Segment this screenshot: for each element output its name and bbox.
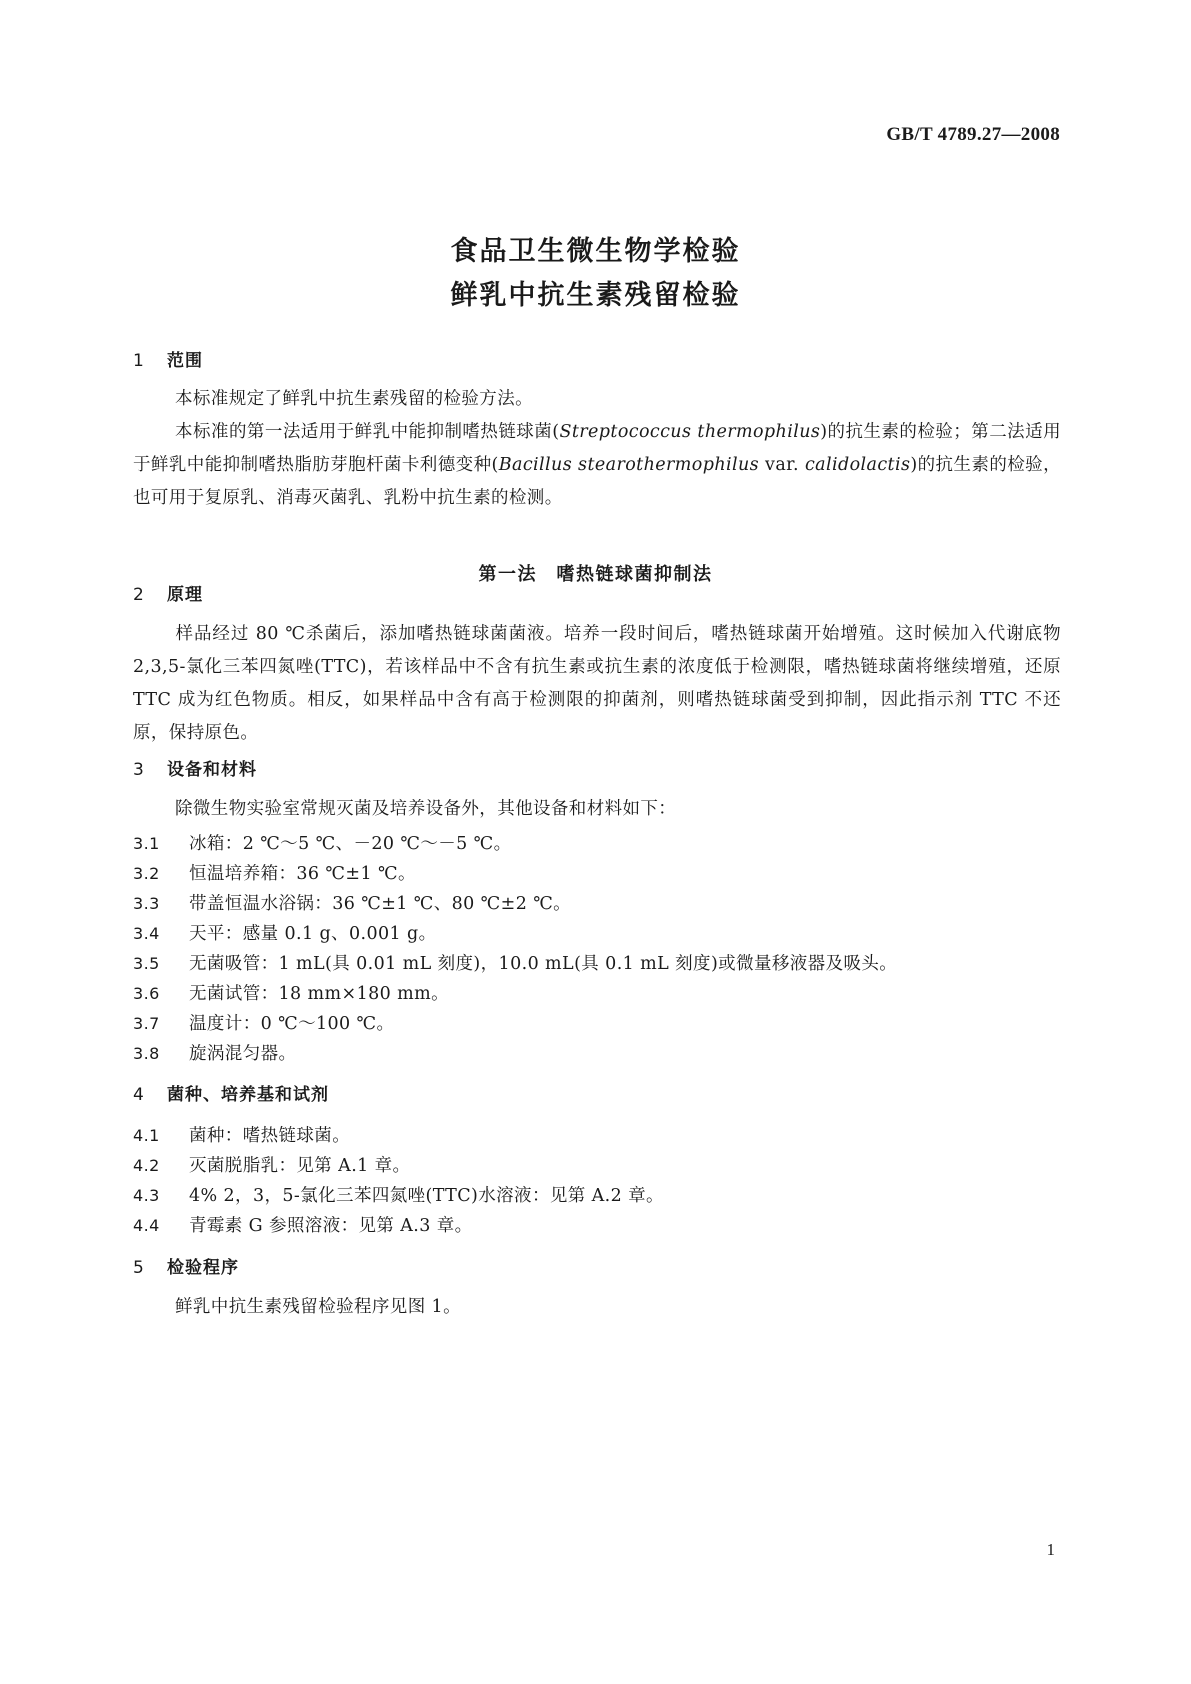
section-3-heading — [133, 755, 257, 780]
scope-text-2a: 本标准的第一法适用于鲜乳中能抑制嗜热链球菌( — [175, 422, 560, 442]
item-number: 3.5 — [133, 954, 160, 973]
item-number: 3.7 — [133, 1014, 160, 1033]
list-item — [133, 1122, 350, 1147]
section-4-heading — [133, 1080, 329, 1105]
item-number: 3.2 — [133, 864, 160, 883]
list-item — [133, 1182, 664, 1207]
item-text: 旋涡混匀器。 — [189, 1044, 297, 1064]
page-number: 1 — [1046, 1540, 1055, 1559]
equipment-intro — [133, 793, 1061, 826]
section-title: 原理 — [167, 585, 203, 605]
scope-paragraph-2 — [133, 416, 1061, 515]
item-text: 4% 2，3，5-氯化三苯四氮唑(TTC)水溶液：见第 A.2 章。 — [189, 1186, 664, 1206]
principle-paragraph — [133, 618, 1061, 750]
document-title-line1: 食品卫生微生物学检验 — [450, 236, 741, 267]
item-number: 3.8 — [133, 1044, 160, 1063]
list-item — [133, 1152, 410, 1177]
item-number: 3.3 — [133, 894, 160, 913]
item-text: 带盖恒温水浴锅：36 ℃±1 ℃、80 ℃±2 ℃。 — [189, 894, 572, 914]
section-1-heading — [133, 346, 203, 371]
list-item — [133, 1212, 473, 1237]
list-item — [133, 860, 416, 885]
item-number: 3.4 — [133, 924, 160, 943]
item-text: 恒温培养箱：36 ℃±1 ℃。 — [189, 864, 416, 884]
item-text: 青霉素 G 参照溶液：见第 A.3 章。 — [189, 1216, 473, 1236]
document-title-line2: 鲜乳中抗生素残留检验 — [450, 280, 741, 311]
procedure-text: 鲜乳中抗生素残留检验程序见图 1。 — [175, 1297, 461, 1317]
scope-text-2d: )的抗生素的检验，也可用于复原乳、消毒灭菌乳、乳粉中抗生素的检测。 — [133, 455, 1061, 508]
section-number: 1 — [133, 351, 145, 371]
item-number: 4.1 — [133, 1126, 160, 1145]
list-item — [133, 890, 571, 915]
scope-text-2b: )的抗生素的检验；第二法适用于鲜乳中能抑制嗜热脂肪芽胞杆菌卡利德变种( — [133, 422, 1061, 475]
item-number: 4.3 — [133, 1186, 160, 1205]
scope-paragraph-1 — [133, 383, 1061, 416]
scientific-name-3: calidolactis — [804, 455, 911, 475]
item-text: 灭菌脱脂乳：见第 A.1 章。 — [189, 1156, 411, 1176]
section-2-heading — [133, 580, 203, 605]
item-number: 4.2 — [133, 1156, 160, 1175]
item-text: 菌种：嗜热链球菌。 — [189, 1126, 351, 1146]
procedure-paragraph — [133, 1291, 1061, 1324]
item-number: 4.4 — [133, 1216, 160, 1235]
item-text: 温度计：0 ℃～100 ℃。 — [189, 1014, 395, 1034]
section-number: 2 — [133, 585, 145, 605]
section-title: 检验程序 — [167, 1258, 239, 1278]
standard-code: GB/T 4789.27—2008 — [886, 124, 1060, 145]
item-text: 无菌试管：18 mm×180 mm。 — [189, 984, 450, 1004]
equipment-intro-text: 除微生物实验室常规灭菌及培养设备外，其他设备和材料如下： — [175, 799, 677, 819]
scientific-name-1: Streptococcus thermophilus — [559, 422, 821, 442]
section-5-heading — [133, 1253, 239, 1278]
item-text: 冰箱：2 ℃～5 ℃、－20 ℃～－5 ℃。 — [189, 834, 512, 854]
list-item — [133, 1040, 296, 1065]
item-number: 3.6 — [133, 984, 160, 1003]
list-item — [133, 980, 449, 1005]
list-item — [133, 830, 512, 855]
list-item — [133, 920, 437, 945]
method-1-title: 第一法 嗜热链球菌抑制法 — [478, 564, 713, 585]
section-title: 范围 — [167, 351, 203, 371]
item-text: 天平：感量 0.1 g、0.001 g。 — [189, 924, 437, 944]
list-item — [133, 1010, 394, 1035]
section-title: 设备和材料 — [167, 760, 257, 780]
section-number: 3 — [133, 760, 145, 780]
section-title: 菌种、培养基和试剂 — [167, 1085, 329, 1105]
principle-text: 样品经过 80 ℃杀菌后，添加嗜热链球菌菌液。培养一段时间后，嗜热链球菌开始增殖。这时候加入代谢底物 2,3,5-氯化三苯四氮唑(TTC)，若该样品中不含有抗生素或抗生素的浓度低于检测限，嗜热链球菌将继续增殖，还原 TTC 成为红色物质。相反，如果样品中含有高于检测限的抑菌剂，则嗜热链球菌受到抑制，因此指示剂 TTC 不还原，保持原色。 — [133, 624, 1061, 743]
list-item — [133, 950, 897, 975]
section-number: 5 — [133, 1258, 145, 1278]
scientific-name-2: Bacillus stearothermophilus — [498, 455, 760, 475]
item-number: 3.1 — [133, 834, 160, 853]
scope-text-2c: var. — [759, 455, 805, 475]
scope-text-1: 本标准规定了鲜乳中抗生素残留的检验方法。 — [175, 389, 533, 409]
item-text: 无菌吸管：1 mL(具 0.01 mL 刻度)，10.0 mL(具 0.1 mL 刻度)或微量移液器及吸头。 — [189, 954, 898, 974]
section-number: 4 — [133, 1085, 145, 1105]
